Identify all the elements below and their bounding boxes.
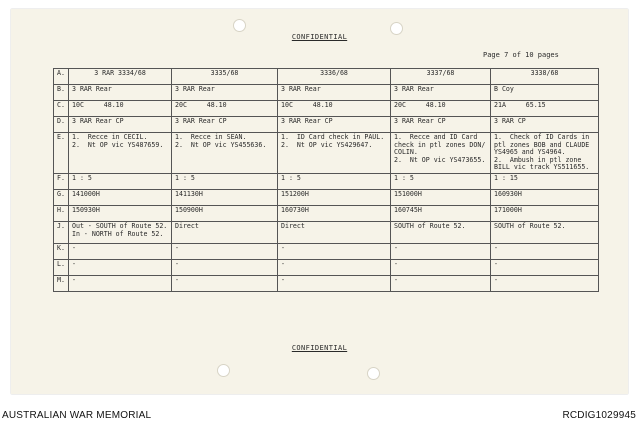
- column-header: 3335/68: [172, 69, 278, 85]
- table-cell: 1. Check of ID Cards in ptl zones BOB and CLAUDE YS4965 and YS4964. 2. Ambush in ptl zone BILL vic track YS511655.: [491, 133, 599, 174]
- watermark-id: RCDIG1029945: [562, 410, 636, 421]
- table-cell: Direct: [172, 221, 278, 243]
- table-cell: 21A 65.15: [491, 101, 599, 117]
- table-row: [54, 259, 599, 275]
- table-cell: -: [278, 275, 391, 291]
- table-cell: -: [491, 259, 599, 275]
- table-cell: -: [491, 275, 599, 291]
- table-cell: 3 RAR Rear: [172, 85, 278, 101]
- row-label: D.: [54, 117, 69, 133]
- row-label: B.: [54, 85, 69, 101]
- table-header-row: [54, 69, 599, 85]
- table-cell: 3 RAR Rear CP: [278, 117, 391, 133]
- classification-header: CONFIDENTIAL: [291, 33, 348, 41]
- table-cell: SOUTH of Route 52.: [391, 221, 491, 243]
- table-cell: -: [491, 243, 599, 259]
- table-cell: 3 RAR Rear: [69, 85, 172, 101]
- table-row: [54, 117, 599, 133]
- table-cell: 160745H: [391, 205, 491, 221]
- table-cell: -: [172, 275, 278, 291]
- table-cell: 1 : 15: [491, 173, 599, 189]
- table-cell: 20C 48.10: [172, 101, 278, 117]
- table-row: [54, 85, 599, 101]
- table-cell: -: [391, 243, 491, 259]
- table-row: [54, 133, 599, 174]
- table-cell: -: [278, 243, 391, 259]
- table-cell: 3 RAR Rear CP: [69, 117, 172, 133]
- table-cell: 20C 48.10: [391, 101, 491, 117]
- table-cell: 141000H: [69, 189, 172, 205]
- watermark-bar: [0, 409, 639, 424]
- table-row: [54, 275, 599, 291]
- table-cell: B Coy: [491, 85, 599, 101]
- table-cell: -: [391, 275, 491, 291]
- table-cell: 3 RAR CP: [491, 117, 599, 133]
- row-label: K.: [54, 243, 69, 259]
- table-cell: 10C 48.10: [278, 101, 391, 117]
- row-label: A.: [54, 69, 69, 85]
- column-header: 3336/68: [278, 69, 391, 85]
- punch-hole: [367, 367, 380, 380]
- row-label: C.: [54, 101, 69, 117]
- row-label: F.: [54, 173, 69, 189]
- page-number: Page 7 of 10 pages: [483, 51, 559, 59]
- column-header: 3337/68: [391, 69, 491, 85]
- table-cell: -: [69, 275, 172, 291]
- table-cell: Out - SOUTH of Route 52. In - NORTH of Route 52.: [69, 221, 172, 243]
- table-cell: -: [172, 259, 278, 275]
- table-cell: 1. Recce and ID Card check in ptl zones DON/ COLIN. 2. Nt OP vic YS473655.: [391, 133, 491, 174]
- punch-hole: [233, 19, 246, 32]
- table-cell: 3 RAR Rear CP: [391, 117, 491, 133]
- row-label: L.: [54, 259, 69, 275]
- table-cell: 160930H: [491, 189, 599, 205]
- table-cell: 160730H: [278, 205, 391, 221]
- table-row: [54, 243, 599, 259]
- table-cell: 1 : 5: [69, 173, 172, 189]
- table-row: [54, 189, 599, 205]
- table-cell: 150930H: [69, 205, 172, 221]
- table-cell: 3 RAR Rear: [278, 85, 391, 101]
- table-cell: -: [391, 259, 491, 275]
- row-label: M.: [54, 275, 69, 291]
- table-cell: 141130H: [172, 189, 278, 205]
- document-page: [11, 9, 628, 394]
- table-cell: 3 RAR Rear: [391, 85, 491, 101]
- column-header: 3 RAR 3334/68: [69, 69, 172, 85]
- table-cell: 151000H: [391, 189, 491, 205]
- table-row: [54, 221, 599, 243]
- table-cell: 1 : 5: [172, 173, 278, 189]
- table-row: [54, 205, 599, 221]
- table-cell: 10C 48.10: [69, 101, 172, 117]
- table-cell: 150900H: [172, 205, 278, 221]
- orders-table: [53, 68, 599, 292]
- table-row: [54, 101, 599, 117]
- row-label: H.: [54, 205, 69, 221]
- table-cell: 1 : 5: [391, 173, 491, 189]
- table-cell: 1. ID Card check in PAUL. 2. Nt OP vic YS429647.: [278, 133, 391, 174]
- table-cell: 1. Recce in SEAN. 2. Nt OP vic YS455636.: [172, 133, 278, 174]
- table-cell: -: [278, 259, 391, 275]
- table-cell: -: [172, 243, 278, 259]
- table-row: [54, 173, 599, 189]
- table-cell: Direct: [278, 221, 391, 243]
- watermark-source: AUSTRALIAN WAR MEMORIAL: [2, 410, 152, 421]
- table-cell: 1 : 5: [278, 173, 391, 189]
- row-label: E.: [54, 133, 69, 174]
- table-cell: SOUTH of Route 52.: [491, 221, 599, 243]
- table-cell: 1. Recce in CECIL. 2. Nt OP vic YS487659.: [69, 133, 172, 174]
- punch-hole: [217, 364, 230, 377]
- table-cell: 3 RAR Rear CP: [172, 117, 278, 133]
- row-label: G.: [54, 189, 69, 205]
- table-cell: -: [69, 243, 172, 259]
- row-label: J.: [54, 221, 69, 243]
- column-header: 3338/68: [491, 69, 599, 85]
- classification-footer: CONFIDENTIAL: [291, 344, 348, 352]
- table-cell: 171000H: [491, 205, 599, 221]
- table-cell: 151200H: [278, 189, 391, 205]
- table-cell: -: [69, 259, 172, 275]
